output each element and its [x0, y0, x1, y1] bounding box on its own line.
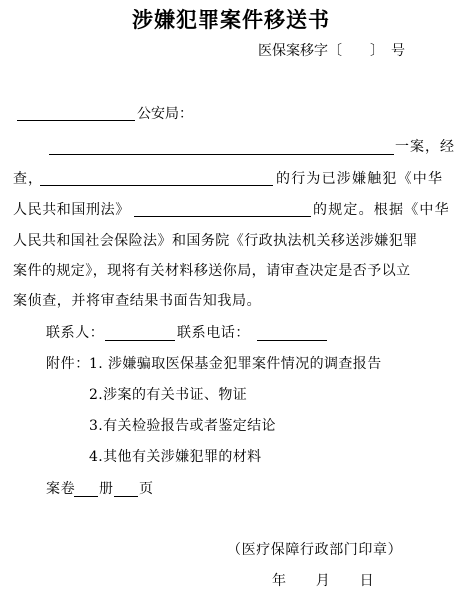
contact-phone-label: 联系电话： [177, 325, 250, 341]
body-line-5: 案件的规定》，现将有关材料移送你局，请审查决定是否予以立 [13, 263, 411, 279]
law-article-blank[interactable] [134, 216, 311, 217]
line2-prefix: 查， [13, 171, 43, 187]
volume-count-blank[interactable] [74, 496, 98, 497]
case-name-blank[interactable] [49, 154, 394, 155]
attachment-item: 4.其他有关涉嫌犯罪的材料 [89, 449, 262, 465]
contact-person-blank[interactable] [105, 340, 175, 341]
volume-mid: 册 [99, 481, 113, 497]
page-count-blank[interactable] [114, 496, 138, 497]
body-line-4: 人民共和国社会保险法》和国务院《行政执法机关移送涉嫌犯罪 [13, 233, 418, 249]
attachment-item: 2.涉案的有关书证、物证 [89, 387, 248, 403]
contact-phone-blank[interactable] [257, 340, 327, 341]
line3-prefix: 人民共和国刑法》 [13, 202, 130, 218]
violation-blank[interactable] [40, 185, 273, 186]
document-title: 涉嫌犯罪案件移送书 [132, 8, 330, 32]
seal-note: （医疗保障行政部门印章） [227, 542, 403, 558]
recipient-blank[interactable] [17, 120, 135, 121]
line3-suffix: 的规定。根据《中华 [313, 202, 450, 218]
line2-suffix: 的行为已涉嫌触犯《中华 [276, 171, 444, 187]
volume-suffix: 页 [139, 481, 153, 497]
recipient-suffix: 公安局： [137, 106, 193, 122]
case-suffix: 一案，经 [395, 139, 455, 155]
attachment-item: 1. 涉嫌骗取医保基金犯罪案件情况的调查报告 [89, 356, 382, 372]
document-number: 医保案移字〔 〕 号 [258, 43, 405, 59]
contact-person-label: 联系人： [46, 325, 105, 341]
body-line-6: 案侦查，并将审查结果书面告知我局。 [13, 293, 262, 309]
attachments-label: 附件： [46, 356, 90, 372]
volume-prefix: 案卷 [46, 481, 76, 497]
attachment-item: 3.有关检验报告或者鉴定结论 [89, 418, 276, 434]
date-line: 年 月 日 [272, 573, 375, 589]
